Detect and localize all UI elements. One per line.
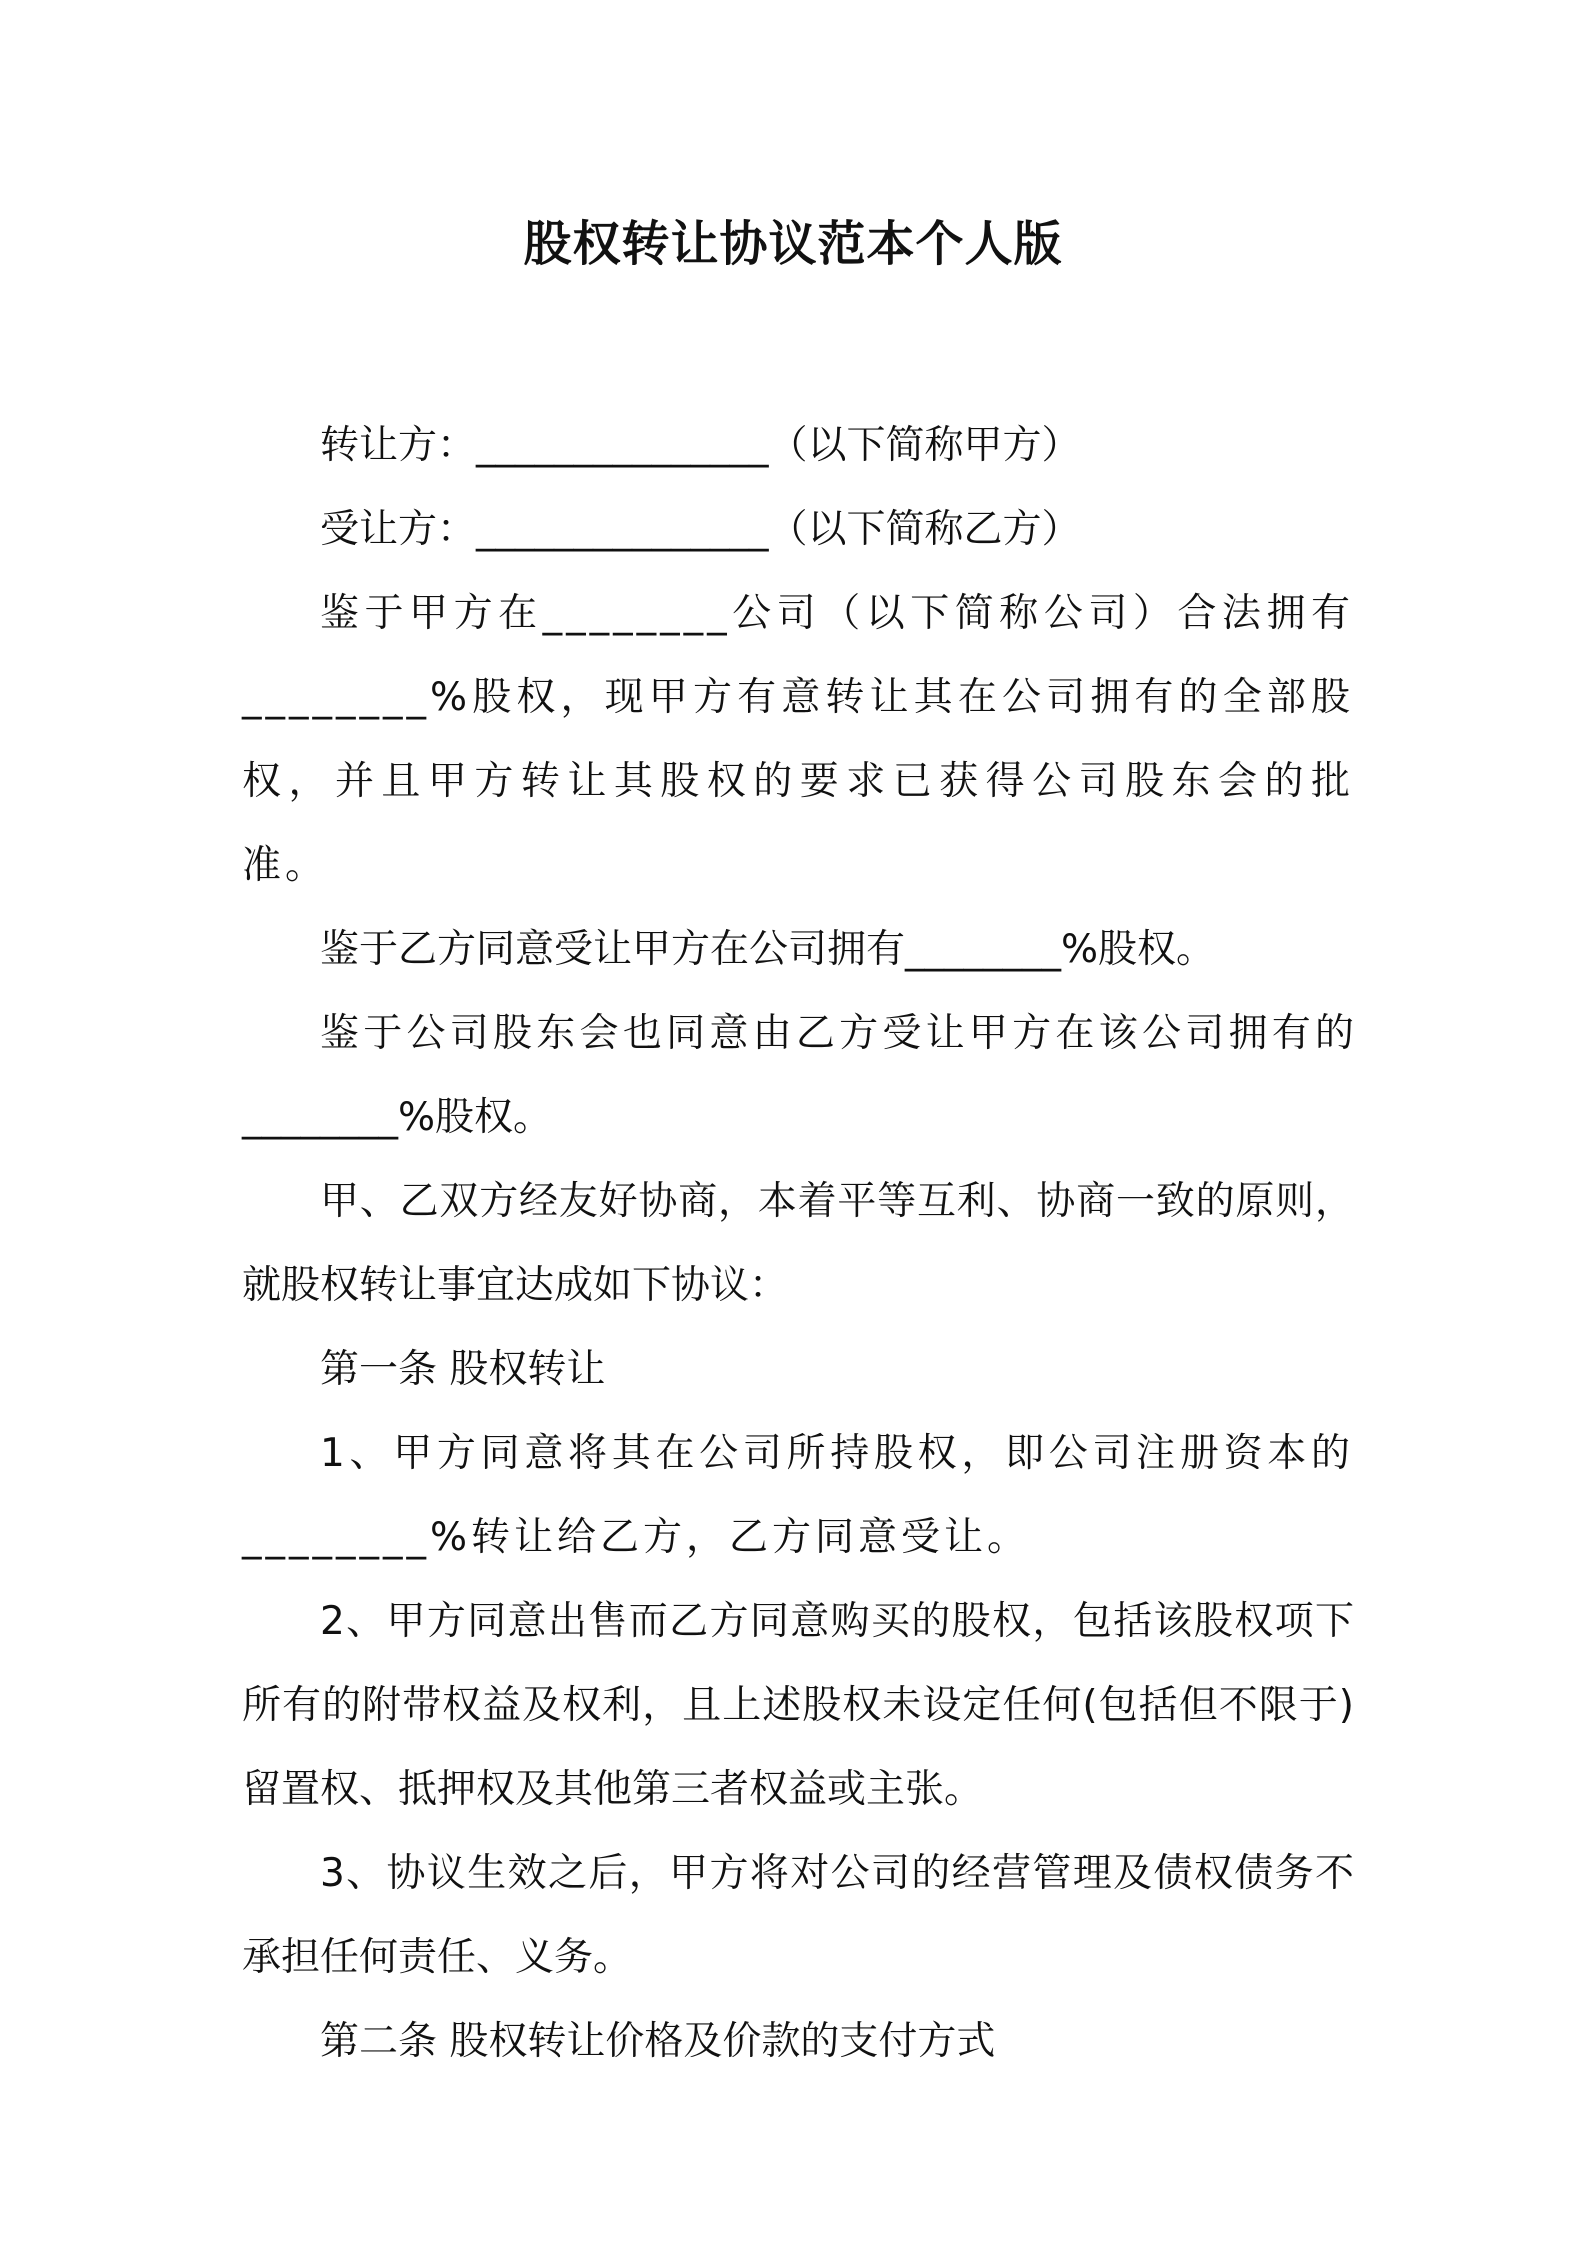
recital-paragraph-2: 鉴于乙方同意受让甲方在公司拥有________%股权。 xyxy=(320,927,1216,972)
agreement-intro-paragraph: 甲、乙双方经友好协商，本着平等互利、协商一致的原则，就股权转让事宜达成如下协议： xyxy=(242,1179,1354,1308)
article-1-heading: 第一条 股权转让 xyxy=(320,1347,606,1392)
article-1-item-3: 3、协议生效之后，甲方将对公司的经营管理及债权债务不承担任何责任、义务。 xyxy=(242,1851,1354,1980)
transferor-line: 转让方：_______________（以下简称甲方） xyxy=(320,423,1081,468)
transferee-line: 受让方：_______________（以下简称乙方） xyxy=(320,507,1081,552)
article-1-item-2: 2、甲方同意出售而乙方同意购买的股权，包括该股权项下所有的附带权益及权利，且上述股权未设定任何(包括但不限于)留置权、抵押权及其他第三者权益或主张。 xyxy=(242,1599,1354,1812)
recital-paragraph-1: 鉴于甲方在________公司（以下简称公司）合法拥有________%股权，现甲方有意转让其在公司拥有的全部股权，并且甲方转让其股权的要求已获得公司股东会的批准。 xyxy=(242,591,1354,888)
recital-paragraph-3: 鉴于公司股东会也同意由乙方受让甲方在该公司拥有的________%股权。 xyxy=(242,1011,1354,1140)
document-body xyxy=(242,404,1354,2084)
article-1-item-1: 1、甲方同意将其在公司所持股权，即公司注册资本的________%转让给乙方，乙方同意受让。 xyxy=(242,1431,1354,1560)
article-2-heading: 第二条 股权转让价格及价款的支付方式 xyxy=(320,2019,996,2064)
document-title: 股权转让协议范本个人版 xyxy=(523,216,1063,272)
